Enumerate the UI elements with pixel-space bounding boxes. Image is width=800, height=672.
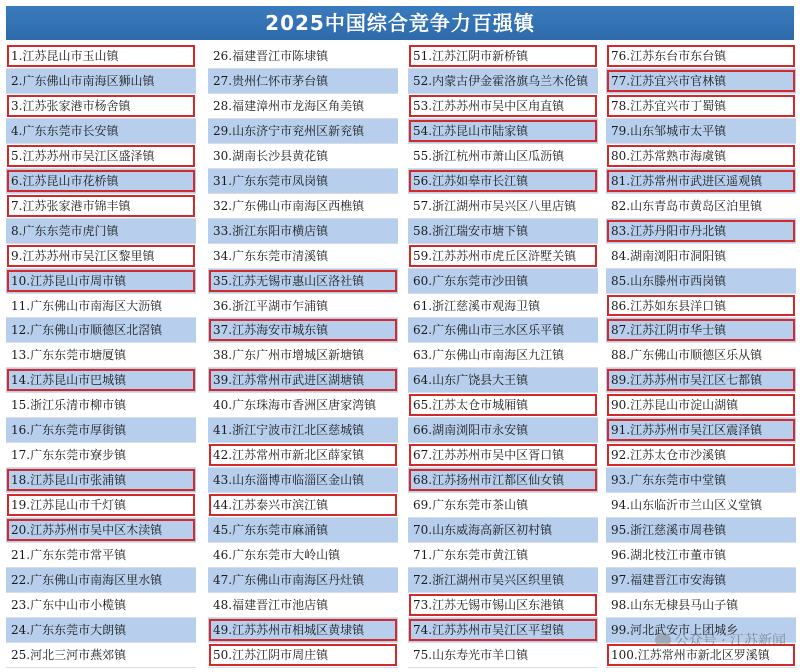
ranking-row: 12.广东佛山市顺德区北滘镇 [6,318,196,343]
ranking-row: 57.浙江湖州市吴兴区八里店镇 [408,194,598,219]
ranking-row: 35.江苏无锡市惠山区洛社镇 [208,269,398,294]
ranking-row: 59.江苏苏州市虎丘区浒墅关镇 [408,244,598,269]
ranking-row: 55.浙江杭州市萧山区瓜沥镇 [408,144,598,169]
ranking-row: 74.江苏苏州市吴江区平望镇 [408,618,598,643]
ranking-row: 91.江苏苏州市吴江区震泽镇 [606,418,796,443]
ranking-row: 2.广东佛山市南海区狮山镇 [6,69,196,94]
ranking-row: 45.广东东莞市麻涌镇 [208,518,398,543]
ranking-row: 25.河北三河市燕郊镇 [6,643,196,668]
ranking-row: 19.江苏昆山市千灯镇 [6,493,196,518]
ranking-row: 80.江苏常熟市海虞镇 [606,144,796,169]
ranking-row: 51.江苏江阴市新桥镇 [408,44,598,69]
ranking-row: 26.福建晋江市陈埭镇 [208,44,398,69]
ranking-row: 3.江苏张家港市杨舍镇 [6,94,196,119]
ranking-row: 90.江苏昆山市淀山湖镇 [606,393,796,418]
ranking-row: 78.江苏宜兴市丁蜀镇 [606,94,796,119]
ranking-row: 27.贵州仁怀市茅台镇 [208,69,398,94]
ranking-row: 43.山东淄博市临淄区金山镇 [208,468,398,493]
ranking-row: 24.广东东莞市大朗镇 [6,618,196,643]
ranking-row: 14.江苏昆山市巴城镇 [6,368,196,393]
ranking-row: 28.福建漳州市龙海区角美镇 [208,94,398,119]
ranking-row: 85.山东滕州市西岗镇 [606,269,796,294]
ranking-row: 44.江苏泰兴市滨江镇 [208,493,398,518]
ranking-row: 6.江苏昆山市花桥镇 [6,169,196,194]
ranking-column-3 [408,44,598,668]
watermark-text: 公众号 · 江苏新闻 [674,633,786,649]
ranking-row: 72.浙江湖州市吴兴区织里镇 [408,568,598,593]
ranking-row: 92.江苏太仓市沙溪镇 [606,443,796,468]
watermark [655,630,786,650]
ranking-row: 40.广东珠海市香洲区唐家湾镇 [208,393,398,418]
ranking-row: 21.广东东莞市常平镇 [6,543,196,568]
ranking-row: 16.广东东莞市厚街镇 [6,418,196,443]
ranking-row: 15.浙江乐清市柳市镇 [6,393,196,418]
ranking-row: 56.江苏如皋市长江镇 [408,169,598,194]
ranking-row: 66.湖南浏阳市永安镇 [408,418,598,443]
ranking-row: 98.山东无棣县马山子镇 [606,593,796,618]
ranking-row: 9.江苏苏州市吴江区黎里镇 [6,244,196,269]
ranking-row: 52.内蒙古伊金霍洛旗乌兰木伦镇 [408,69,598,94]
ranking-row: 99.河北武安市上团城乡 [606,618,796,643]
ranking-row: 87.江苏江阴市华士镇 [606,318,796,343]
ranking-row: 17.广东东莞市寮步镇 [6,443,196,468]
ranking-row: 30.湖南长沙县黄花镇 [208,144,398,169]
ranking-row: 68.江苏扬州市江都区仙女镇 [408,468,598,493]
ranking-row: 33.浙江东阳市横店镇 [208,219,398,244]
ranking-row: 60.广东东莞市沙田镇 [408,269,598,294]
ranking-row: 79.山东邹城市太平镇 [606,119,796,144]
wechat-icon [655,634,671,646]
ranking-row: 50.江苏江阴市周庄镇 [208,643,398,668]
ranking-column-2 [208,44,398,668]
ranking-row: 53.江苏苏州市吴中区甪直镇 [408,94,598,119]
ranking-row: 41.浙江宁波市江北区慈城镇 [208,418,398,443]
ranking-row: 36.浙江平湖市乍浦镇 [208,294,398,319]
ranking-row: 31.广东东莞市凤岗镇 [208,169,398,194]
ranking-row: 1.江苏昆山市玉山镇 [6,44,196,69]
ranking-row: 95.浙江慈溪市周巷镇 [606,518,796,543]
ranking-row: 96.湖北枝江市董市镇 [606,543,796,568]
ranking-row: 37.江苏海安市城东镇 [208,318,398,343]
ranking-row: 81.江苏常州市武进区遥观镇 [606,169,796,194]
ranking-row: 7.江苏张家港市锦丰镇 [6,194,196,219]
ranking-row: 94.山东临沂市兰山区义堂镇 [606,493,796,518]
ranking-row: 11.广东佛山市南海区大沥镇 [6,294,196,319]
ranking-row: 42.江苏常州市新北区薛家镇 [208,443,398,468]
ranking-row: 48.福建晋江市池店镇 [208,593,398,618]
ranking-row: 47.广东佛山市南海区丹灶镇 [208,568,398,593]
ranking-row: 76.江苏东台市东台镇 [606,44,796,69]
ranking-row: 61.浙江慈溪市观海卫镇 [408,294,598,319]
ranking-column-4 [606,44,796,668]
ranking-row: 89.江苏苏州市吴江区七都镇 [606,368,796,393]
ranking-row: 18.江苏昆山市张浦镇 [6,468,196,493]
ranking-row: 39.江苏常州市武进区湖塘镇 [208,368,398,393]
ranking-row: 69.广东东莞市茶山镇 [408,493,598,518]
ranking-row: 75.山东寿光市羊口镇 [408,643,598,668]
ranking-row: 34.广东东莞市清溪镇 [208,244,398,269]
ranking-row: 54.江苏昆山市陆家镇 [408,119,598,144]
ranking-row: 22.广东佛山市南海区里水镇 [6,568,196,593]
ranking-row: 5.江苏苏州市吴江区盛泽镇 [6,144,196,169]
ranking-row: 38.广东广州市增城区新塘镇 [208,343,398,368]
ranking-row: 77.江苏宜兴市官林镇 [606,69,796,94]
page-title: 2025中国综合竞争力百强镇 [6,6,794,40]
ranking-row: 58.浙江瑞安市塘下镇 [408,219,598,244]
ranking-row: 84.湖南浏阳市洞阳镇 [606,244,796,269]
ranking-row: 46.广东东莞市大岭山镇 [208,543,398,568]
ranking-row: 88.广东佛山市顺德区乐从镇 [606,343,796,368]
ranking-row: 13.广东东莞市塘厦镇 [6,343,196,368]
ranking-row: 86.江苏如东县洋口镇 [606,294,796,319]
ranking-row: 73.江苏无锡市锡山区东港镇 [408,593,598,618]
ranking-row: 29.山东济宁市兖州区新兖镇 [208,119,398,144]
ranking-row: 67.江苏苏州市吴中区胥口镇 [408,443,598,468]
ranking-row: 49.江苏苏州市相城区黄埭镇 [208,618,398,643]
ranking-row: 100.江苏常州市新北区罗溪镇 [606,643,796,668]
ranking-row: 82.山东青岛市黄岛区泊里镇 [606,194,796,219]
ranking-row: 83.江苏丹阳市丹北镇 [606,219,796,244]
ranking-row: 70.山东威海高新区初村镇 [408,518,598,543]
ranking-row: 4.广东东莞市长安镇 [6,119,196,144]
ranking-row: 8.广东东莞市虎门镇 [6,219,196,244]
ranking-row: 62.广东佛山市三水区乐平镇 [408,318,598,343]
ranking-row: 65.江苏太仓市城厢镇 [408,393,598,418]
ranking-row: 23.广东中山市小榄镇 [6,593,196,618]
ranking-row: 63.广东佛山市南海区九江镇 [408,343,598,368]
ranking-row: 93.广东东莞市中堂镇 [606,468,796,493]
ranking-row: 32.广东佛山市南海区西樵镇 [208,194,398,219]
ranking-row: 64.山东广饶县大王镇 [408,368,598,393]
ranking-row: 10.江苏昆山市周市镇 [6,269,196,294]
ranking-row: 71.广东东莞市黄江镇 [408,543,598,568]
ranking-column-1 [6,44,196,668]
ranking-row: 20.江苏苏州市吴中区木渎镇 [6,518,196,543]
ranking-row: 97.福建晋江市安海镇 [606,568,796,593]
